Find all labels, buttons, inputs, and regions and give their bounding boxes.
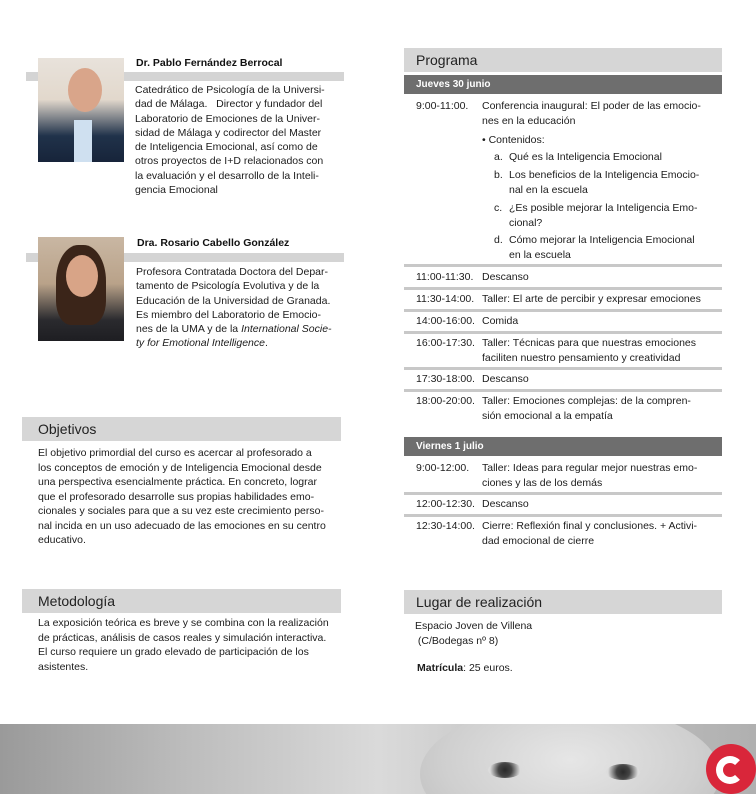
bio-line: Es miembro del Laboratorio de Emocio- [136, 308, 322, 321]
bio-line: la evaluación y el desarrollo de la Inteli- [135, 169, 319, 182]
text-line: asistentes. [38, 660, 89, 673]
bio-line: Profesora Contratada Doctora del Depar- [136, 266, 329, 278]
baby-face-image [420, 724, 720, 794]
venue-address: (C/Bodegas nº 8) [415, 634, 499, 647]
schedule-row-break-2 [404, 372, 722, 388]
row-desc [482, 461, 718, 490]
row-desc: Taller: El arte de percibir y expresar emociones [482, 293, 701, 305]
row-separator [404, 514, 722, 517]
row-desc: Comida [482, 315, 519, 327]
bio-text: . [264, 337, 268, 350]
row-time: 14:00-16:00. [416, 315, 475, 327]
item-line: Qué es la Inteligencia Emocional [509, 151, 662, 163]
row-separator [404, 389, 722, 392]
bio-text: nes de la UMA y de la [136, 323, 242, 336]
row-desc [482, 519, 718, 548]
row-time: 17:30-18:00. [416, 373, 475, 385]
text-line: una perspectiva esencialmente práctica. En concreto, lograr [38, 476, 317, 488]
schedule-row-opening [404, 99, 722, 263]
fee-label: Matrícula [417, 662, 464, 674]
desc-line: nes en la educación [482, 114, 576, 127]
row-desc [482, 336, 718, 365]
row-time: 9:00-12:00. [416, 462, 470, 474]
objetivos-header: Objetivos [22, 417, 341, 441]
row-separator [404, 492, 722, 495]
bio-line [136, 336, 342, 350]
speaker-bio-1 [135, 83, 341, 197]
item-line: Los beneficios de la Inteligencia Emocio- [509, 169, 700, 181]
bio-italic: ty for Emotional Intelligence [136, 337, 265, 350]
text-line: nal incida en un uso adecuado de las emociones en su centro [38, 519, 326, 532]
row-time: 18:00-20:00. [416, 395, 475, 407]
bio-line: Educación de la Universidad de Granada. [136, 294, 331, 307]
desc-line: ciones y las de los demás [482, 476, 603, 489]
bottom-photo-strip [0, 724, 756, 794]
bio-italic: International Socie- [241, 323, 332, 336]
desc-line: Cierre: Reflexión final y conclusiones. + Activi- [482, 520, 698, 532]
name-bar-left [26, 72, 38, 81]
speaker-name-2: Dra. Rosario Cabello González [137, 237, 290, 249]
schedule-row-closing [404, 519, 722, 549]
item-letter: c. [494, 202, 503, 214]
row-time: 11:30-14:00. [416, 293, 475, 305]
schedule-row-break-3 [404, 497, 722, 513]
schedule-row-taller-1 [404, 292, 722, 308]
bio-line: de Inteligencia Emocional, así como de [135, 141, 318, 154]
item-line: en la escuela [509, 248, 571, 261]
item-letter: d. [494, 234, 503, 246]
row-desc [482, 394, 718, 423]
fee-line [415, 661, 715, 676]
row-desc: Descanso [482, 373, 529, 385]
speaker-face [68, 68, 102, 112]
bio-line [136, 322, 342, 336]
row-separator [404, 367, 722, 370]
bio-line: otros proyectos de I+D relacionados con [135, 155, 324, 168]
bio-line: Laboratorio de Emociones de la Univer- [135, 112, 321, 125]
programa-header: Programa [404, 48, 722, 72]
metodologia-header: Metodología [22, 589, 341, 613]
lugar-header: Lugar de realización [404, 590, 722, 614]
lugar-text [415, 619, 715, 676]
text-line: La exposición teórica es breve y se combina con la realización [38, 617, 329, 629]
schedule-row-taller-3 [404, 394, 722, 424]
objetivos-text [38, 446, 341, 548]
speaker-name-1: Dr. Pablo Fernández Berrocal [136, 57, 283, 69]
contenidos-label: • Contenidos: [482, 134, 545, 146]
logo-c-shape [716, 756, 744, 784]
row-desc [482, 99, 718, 128]
schedule-row-lunch [404, 314, 722, 330]
item-text [509, 201, 719, 230]
metodologia-text [38, 616, 341, 674]
name-bar-left [26, 253, 38, 262]
item-letter: a. [494, 151, 503, 163]
desc-line: dad emocional de cierre [482, 534, 595, 547]
row-desc: Descanso [482, 271, 529, 283]
desc-line: Taller: Técnicas para que nuestras emociones [482, 337, 697, 349]
speaker-face [66, 255, 98, 297]
speaker-photo-1 [38, 58, 124, 162]
speaker-bio-2 [136, 265, 342, 351]
item-text [509, 233, 719, 262]
desc-line: Conferencia inaugural: El poder de las emocio- [482, 100, 701, 112]
day-bar-jueves: Jueves 30 junio [404, 75, 722, 94]
speaker-shirt [74, 120, 92, 162]
bio-line: dad de Málaga. Director y fundador del [135, 98, 323, 111]
text-line: El curso requiere un grado elevado de participación de los [38, 646, 309, 658]
desc-line: sión emocional a la empatía [482, 409, 613, 422]
bio-line: gencia Emocional [135, 184, 218, 197]
venue-name: Espacio Joven de Villena [415, 620, 533, 632]
bio-line: Catedrático de Psicología de la Universi- [135, 84, 325, 96]
row-separator [404, 309, 722, 312]
baby-eye-right [606, 764, 640, 780]
name-bar-right [124, 253, 344, 262]
row-time: 12:00-12:30. [416, 498, 475, 510]
day-bar-viernes: Viernes 1 julio [404, 437, 722, 456]
text-line: que el profesorado desarrolle sus propias habilidades emo- [38, 490, 315, 503]
schedule-row-taller-4 [404, 461, 722, 491]
item-line: cional? [509, 216, 543, 229]
item-line: ¿Es posible mejorar la Inteligencia Emo- [509, 202, 698, 214]
row-time: 9:00-11:00. [416, 100, 469, 112]
desc-line: Taller: Ideas para regular mejor nuestras emo- [482, 462, 698, 474]
row-time: 16:00-17:30. [416, 337, 475, 349]
row-separator [404, 331, 722, 334]
text-line: educativo. [38, 534, 86, 546]
text-line: El objetivo primordial del curso es acercar al profesorado a [38, 447, 312, 459]
row-time: 11:00-11:30. [416, 271, 474, 283]
bio-line: tamento de Psicología Evolutiva y de la [136, 280, 320, 293]
item-line: Cómo mejorar la Inteligencia Emocional [509, 234, 695, 246]
desc-line: Taller: Emociones complejas: de la compren- [482, 395, 691, 407]
item-text [509, 150, 719, 165]
text-line: cionales y sociales para que a su vez este crecimiento perso- [38, 505, 324, 517]
row-desc: Descanso [482, 498, 529, 510]
schedule-row-break-1 [404, 270, 722, 286]
item-line: nal en la escuela [509, 183, 588, 196]
row-separator [404, 264, 722, 267]
speaker-photo-2 [38, 237, 124, 341]
bio-line: sidad de Málaga y codirector del Master [135, 126, 322, 139]
text-line: de prácticas, análisis de casos reales y simulación interactiva. [38, 631, 327, 644]
text-line: los conceptos de emoción y de Inteligencia Emocional desde [38, 461, 322, 474]
item-text [509, 168, 719, 197]
row-time: 12:30-14:00. [416, 520, 475, 532]
desc-line: faciliten nuestro pensamiento y creatividad [482, 351, 681, 364]
brand-logo-icon [706, 744, 756, 794]
name-bar-right [124, 72, 344, 81]
row-separator [404, 287, 722, 290]
baby-eye-left [488, 762, 522, 778]
fee-value: : 25 euros. [463, 662, 513, 674]
schedule-row-taller-2 [404, 336, 722, 366]
item-letter: b. [494, 169, 503, 181]
